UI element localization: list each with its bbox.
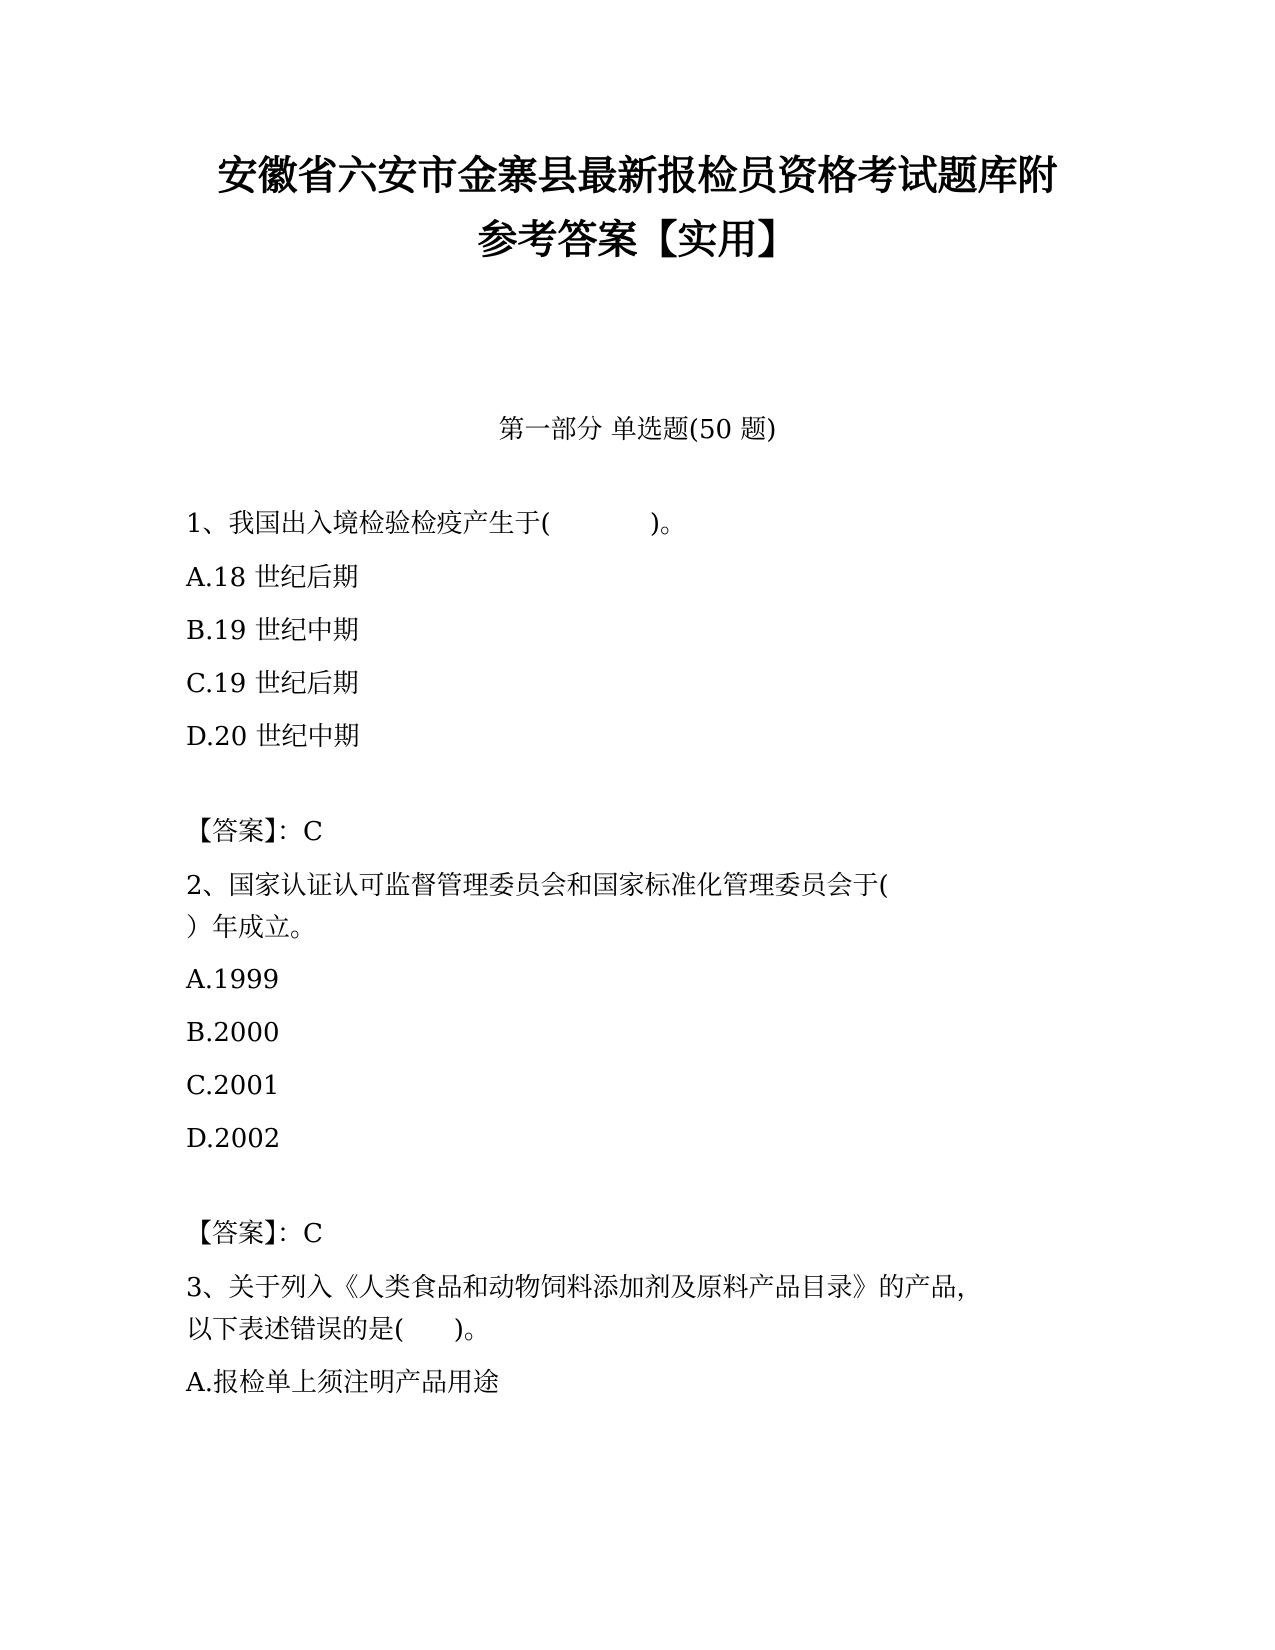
- document-title-line-2: 参考答案【实用】: [477, 217, 798, 263]
- question-3-stem-line-2: 以下表述错误的是( )。: [186, 1315, 490, 1345]
- question-1-option-b: B.19 世纪中期: [186, 616, 359, 646]
- question-1-option-a: A.18 世纪后期: [186, 563, 359, 593]
- question-1-option-d: D.20 世纪中期: [186, 722, 360, 752]
- question-3-stem-line-1: 3、关于列入《人类食品和动物饲料添加剂及原料产品目录》的产品，: [186, 1273, 983, 1303]
- question-1-option-c: C.19 世纪后期: [186, 669, 359, 699]
- question-2-option-c: C.2001: [186, 1071, 280, 1101]
- question-2-option-b: B.2000: [186, 1018, 280, 1048]
- document-title-line-1: 安徽省六安市金寨县最新报检员资格考试题库附: [217, 153, 1058, 199]
- question-2-answer: 【答案】：C: [186, 1219, 323, 1249]
- section-heading: 第一部分 单选题(50 题): [498, 415, 777, 445]
- question-3-option-a: A.报检单上须注明产品用途: [186, 1368, 500, 1398]
- question-2-option-a: A.1999: [186, 965, 280, 995]
- question-2-option-d: D.2002: [186, 1124, 281, 1154]
- question-1-stem: 1、我国出入境检验检疫产生于( )。: [186, 509, 687, 539]
- question-1-answer: 【答案】：C: [186, 817, 323, 847]
- question-2-stem-line-2: ）年成立。: [186, 913, 317, 943]
- question-2-stem-line-1: 2、国家认证认可监督管理委员会和国家标准化管理委员会于(: [186, 871, 889, 901]
